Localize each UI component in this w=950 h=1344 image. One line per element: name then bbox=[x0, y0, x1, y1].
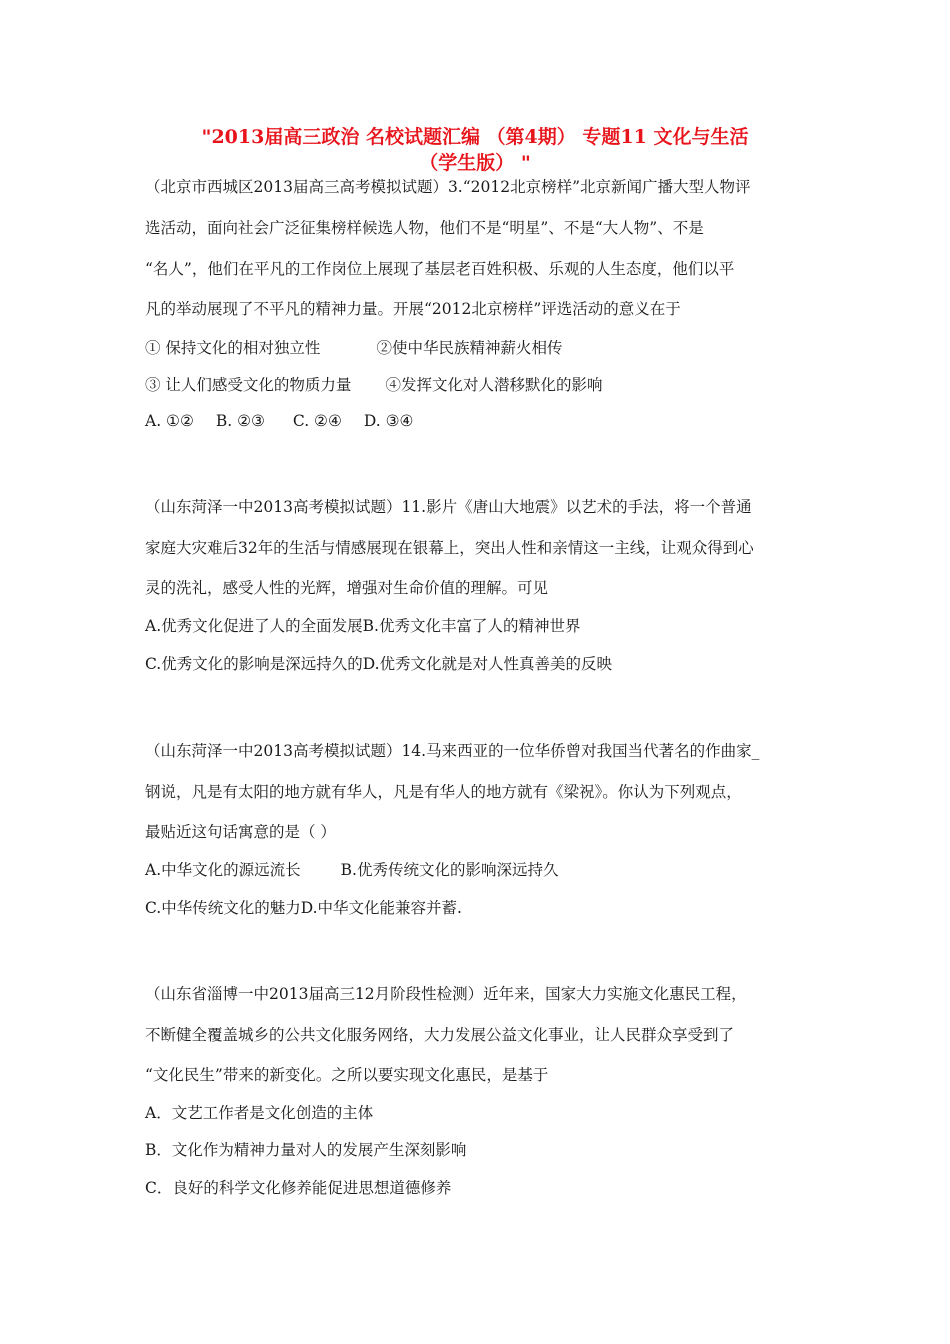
q3-stem-line-1: （山东菏泽一中2013高考模拟试题）14.马来西亚的一位华侨曾对我国当代著名的作曲家_ bbox=[145, 742, 760, 760]
q3-options-row-1 bbox=[145, 859, 558, 881]
q4-option-b: B．文化作为精神力量对人的发展产生深刻影响 bbox=[145, 1141, 467, 1159]
q3-option-b: B.优秀传统文化的影响深远持久 bbox=[340, 861, 559, 879]
q1-stem-line-4: 凡的举动展现了不平凡的精神力量。开展“2012北京榜样”评选活动的意义在于 bbox=[145, 300, 681, 318]
q4-stem-line-1: （山东省淄博一中2013届高三12月阶段性检测）近年来，国家大力实施文化惠民工程， bbox=[145, 985, 747, 1003]
q4-option-a: A．文艺工作者是文化创造的主体 bbox=[145, 1104, 374, 1122]
q3-options-row-2: C.中华传统文化的魅力D.中华文化能兼容并蓄. bbox=[145, 899, 462, 917]
q3-stem-line-2: 钢说，凡是有太阳的地方就有华人，凡是有华人的地方就有《梁祝》。你认为下列观点， bbox=[145, 783, 742, 801]
q1-item-2: ②使中华民族精神薪火相传 bbox=[376, 339, 563, 357]
q1-option-d: D. ③④ bbox=[363, 412, 414, 430]
q1-item-4: ④发挥文化对人潜移默化的影响 bbox=[385, 376, 603, 394]
q1-option-a: A. ①② bbox=[145, 412, 194, 430]
q1-stem-line-3: “名人”，他们在平凡的工作岗位上展现了基层老百姓积极、乐观的人生态度，他们以平 bbox=[145, 260, 735, 278]
q1-item-3: ③ 让人们感受文化的物质力量 bbox=[145, 376, 352, 394]
q3-option-a: A.中华文化的源远流长 bbox=[145, 861, 301, 879]
q2-options-row-2: C.优秀文化的影响是深远持久的D.优秀文化就是对人性真善美的反映 bbox=[145, 655, 613, 673]
q1-item-row-1 bbox=[145, 337, 562, 359]
q4-option-c: C．良好的科学文化修养能促进思想道德修养 bbox=[145, 1179, 452, 1197]
document-title-line-2: （学生版） " bbox=[419, 152, 531, 174]
q1-item-row-2 bbox=[145, 374, 602, 396]
q1-stem-line-1: （北京市西城区2013届高三高考模拟试题）3.“2012北京榜样”北京新闻广播大型人物评 bbox=[145, 178, 751, 196]
q2-options-row-1: A.优秀文化促进了人的全面发展B.优秀文化丰富了人的精神世界 bbox=[145, 617, 581, 635]
q4-stem-line-3: “文化民生”带来的新变化。之所以要实现文化惠民，是基于 bbox=[145, 1066, 549, 1084]
q1-option-c: C. ②④ bbox=[292, 412, 342, 430]
q4-stem-line-2: 不断健全覆盖城乡的公共文化服务网络，大力发展公益文化事业，让人民群众享受到了 bbox=[145, 1026, 735, 1044]
q2-stem-line-2: 家庭大灾难后32年的生活与情感展现在银幕上，突出人性和亲情这一主线，让观众得到心 bbox=[145, 539, 754, 557]
q1-item-1: ① 保持文化的相对独立性 bbox=[145, 339, 321, 357]
q1-stem-line-2: 选活动，面向社会广泛征集榜样候选人物，他们不是“明星”、不是“大人物”、不是 bbox=[145, 219, 704, 237]
document-title-line-1: "2013届高三政治 名校试题汇编 （第4期） 专题11 文化与生活 bbox=[201, 126, 749, 148]
q3-stem-line-3: 最贴近这句话寓意的是（ ） bbox=[145, 823, 336, 841]
q1-options-row bbox=[145, 410, 413, 432]
q1-option-b: B. ②③ bbox=[215, 412, 265, 430]
q2-stem-line-3: 灵的洗礼，感受人性的光辉，增强对生命价值的理解。可见 bbox=[145, 579, 549, 597]
q2-stem-line-1: （山东菏泽一中2013高考模拟试题）11.影片《唐山大地震》以艺术的手法，将一个普通 bbox=[145, 498, 752, 516]
